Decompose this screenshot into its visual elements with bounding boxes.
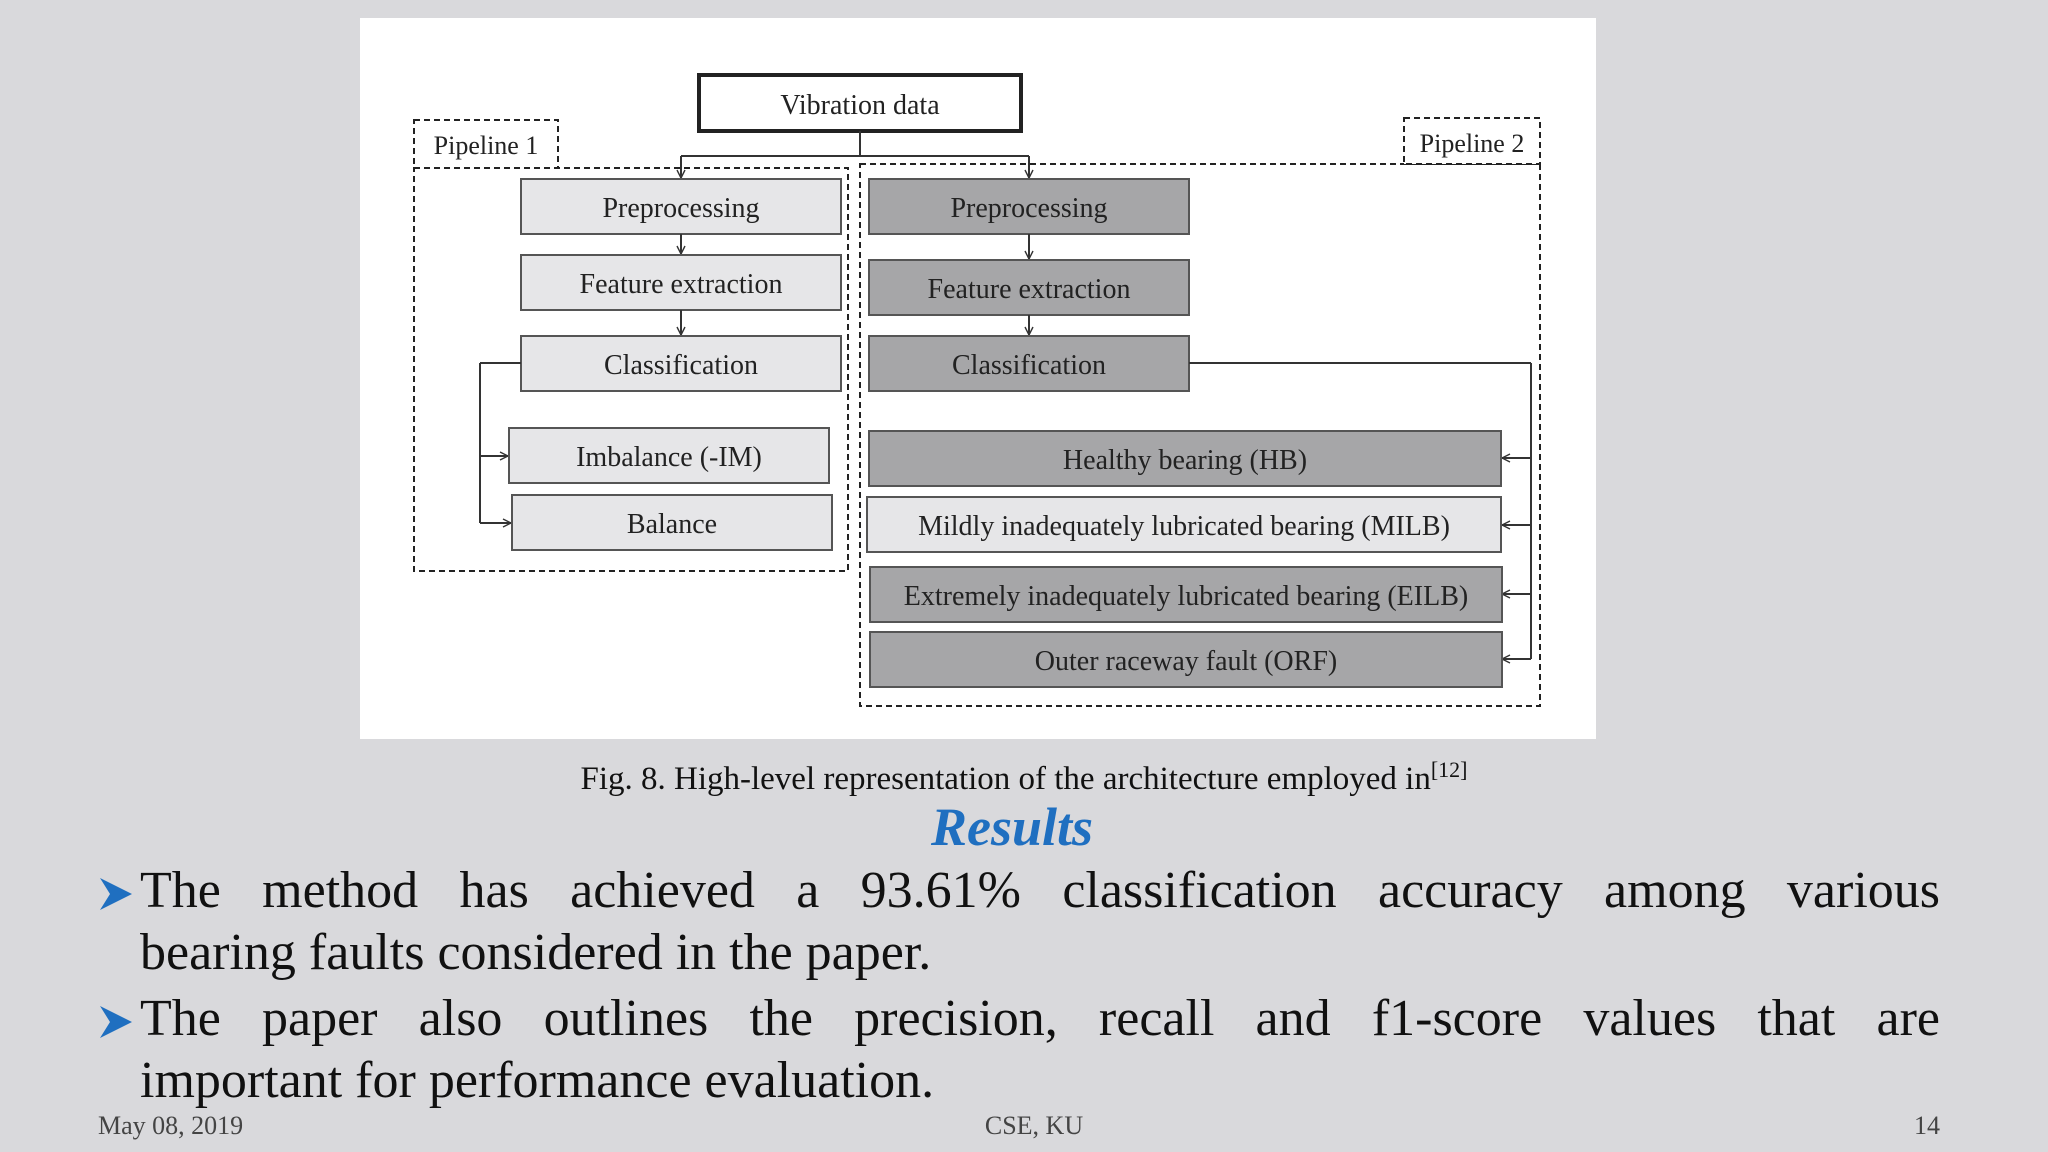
footer-organization: CSE, KU xyxy=(984,1111,1084,1140)
figure-caption xyxy=(0,757,2048,798)
pipeline-1-label: Pipeline 1 xyxy=(433,131,539,160)
p2-preprocessing-box xyxy=(869,179,1189,234)
p1-feature-extraction-box xyxy=(521,255,841,310)
p2-classification-box xyxy=(869,336,1189,391)
caption-text: Fig. 8. High-level representation of the architecture employed in xyxy=(580,761,1431,797)
p2-output-hb-box xyxy=(869,431,1501,486)
bullet-1-line2-text: bearing faults considered in the paper. xyxy=(140,924,932,981)
p2-output-milb-box xyxy=(867,497,1501,552)
p1-output-balance-box xyxy=(512,495,832,550)
p2-classification-label: Classification xyxy=(952,350,1106,381)
caption-reference: [12] xyxy=(1430,757,1468,782)
bullet-line-first xyxy=(96,988,1940,1050)
p2-output-orf-label: Outer raceway fault (ORF) xyxy=(1034,646,1338,677)
p2-output-eilb-label: Extremely inadequately lubricated bearing (EILB) xyxy=(903,581,1469,612)
bullet-1-line1-text: The method has achieved a 93.61% classification accuracy among various xyxy=(140,862,1940,919)
p1-preprocessing-box xyxy=(521,179,841,234)
p1-preprocessing-label: Preprocessing xyxy=(602,193,760,224)
footer-date: May 08, 2019 xyxy=(98,1111,244,1140)
bullet-2-line1-text: The paper also outlines the precision, recall and f1-score values that are xyxy=(140,990,1940,1047)
pipeline-2-label: Pipeline 2 xyxy=(1419,129,1525,158)
p2-preprocessing-label: Preprocessing xyxy=(950,193,1108,224)
p2-output-milb-label: Mildly inadequately lubricated bearing (MILB) xyxy=(918,511,1450,542)
vibration-data-label: Vibration data xyxy=(780,90,940,121)
bullet-item xyxy=(96,860,1940,984)
p1-feature-extraction-label: Feature extraction xyxy=(579,269,783,300)
p1-classification-box xyxy=(521,336,841,391)
footer-page-number: 14 xyxy=(1914,1111,1940,1140)
p1-classification-label: Classification xyxy=(604,350,758,381)
p2-output-orf-box xyxy=(870,632,1502,687)
p2-feature-extraction-box xyxy=(869,260,1189,315)
arrow-bullet-icon xyxy=(96,1002,136,1042)
figure-panel xyxy=(360,18,1596,739)
p2-output-hb-label: Healthy bearing (HB) xyxy=(1062,445,1308,476)
bullet-2-line2-text: important for performance evaluation. xyxy=(140,1052,935,1109)
arrow-bullet-icon xyxy=(96,874,136,914)
p1-output-imbalance-box xyxy=(509,428,829,483)
p1-output-imbalance-label: Imbalance (-IM) xyxy=(576,442,762,473)
p2-feature-extraction-label: Feature extraction xyxy=(927,274,1131,305)
bullet-line-first xyxy=(96,860,1940,922)
bullet-item xyxy=(96,988,1940,1112)
results-heading: Results xyxy=(930,797,1094,857)
p1-output-balance-label: Balance xyxy=(626,509,718,540)
p2-output-eilb-box xyxy=(870,567,1502,622)
architecture-diagram xyxy=(360,18,1596,739)
